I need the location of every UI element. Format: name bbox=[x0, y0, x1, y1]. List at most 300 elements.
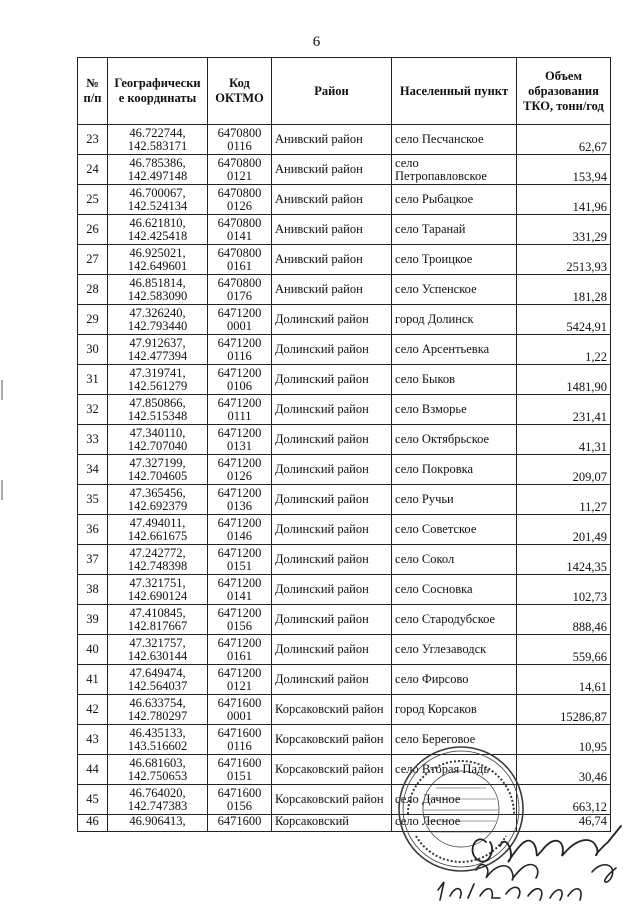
cell-settlement-text: село Лесное bbox=[395, 814, 461, 828]
cell-number-text: 39 bbox=[86, 612, 99, 626]
cell-number bbox=[78, 635, 108, 665]
cell-coordinates-text: 46.633754, bbox=[129, 695, 186, 710]
cell-district bbox=[272, 665, 392, 695]
cell-number bbox=[78, 575, 108, 605]
table-row bbox=[78, 395, 611, 425]
cell-coordinates-text: 46.435133, bbox=[129, 725, 186, 740]
cell-coordinates-text: 46.681603, bbox=[129, 755, 186, 770]
cell-oktmo bbox=[208, 125, 272, 155]
cell-number bbox=[78, 425, 108, 455]
cell-oktmo bbox=[208, 245, 272, 275]
cell-coordinates bbox=[108, 275, 208, 305]
cell-oktmo-text: 0121 bbox=[227, 168, 252, 183]
cell-coordinates-text: 46.851814, bbox=[129, 275, 186, 290]
cell-settlement-text: село Петропавловское bbox=[395, 155, 487, 183]
cell-oktmo bbox=[208, 185, 272, 215]
cell-coordinates-text: 47.327199, bbox=[129, 455, 186, 470]
cell-district-text: Корсаковский район bbox=[275, 792, 384, 806]
cell-number-text: 42 bbox=[86, 702, 99, 716]
cell-coordinates bbox=[108, 665, 208, 695]
cell-district bbox=[272, 455, 392, 485]
cell-coordinates bbox=[108, 515, 208, 545]
cell-district bbox=[272, 575, 392, 605]
table-row bbox=[78, 665, 611, 695]
cell-number-text: 23 bbox=[86, 132, 99, 146]
cell-oktmo-text: 6471200 bbox=[217, 455, 262, 470]
cell-oktmo-text: 0001 bbox=[227, 708, 252, 723]
cell-volume bbox=[517, 455, 611, 485]
cell-oktmo-text: 6471600 bbox=[217, 725, 262, 740]
cell-oktmo-text: 0151 bbox=[227, 768, 252, 783]
cell-district bbox=[272, 815, 392, 832]
cell-oktmo bbox=[208, 365, 272, 395]
cell-settlement-text: село Сосновка bbox=[395, 582, 473, 596]
cell-coordinates bbox=[108, 365, 208, 395]
cell-oktmo bbox=[208, 455, 272, 485]
cell-oktmo-text: 0176 bbox=[227, 288, 252, 303]
cell-number-text: 32 bbox=[86, 402, 99, 416]
cell-oktmo-text: 0106 bbox=[227, 378, 252, 393]
cell-settlement-text: село Сокол bbox=[395, 552, 455, 566]
table-row bbox=[78, 155, 611, 185]
cell-oktmo bbox=[208, 695, 272, 725]
cell-coordinates bbox=[108, 305, 208, 335]
cell-settlement-text: село Советское bbox=[395, 522, 477, 536]
cell-number bbox=[78, 125, 108, 155]
cell-number bbox=[78, 215, 108, 245]
table-row bbox=[78, 785, 611, 815]
table-row bbox=[78, 575, 611, 605]
cell-settlement-text: село Арсентьевка bbox=[395, 342, 490, 356]
cell-settlement bbox=[392, 605, 517, 635]
cell-district bbox=[272, 515, 392, 545]
cell-volume-text: 5424,91 bbox=[566, 320, 607, 334]
cell-number-text: 38 bbox=[86, 582, 99, 596]
cell-volume-text: 153,94 bbox=[572, 170, 607, 184]
cell-district bbox=[272, 605, 392, 635]
cell-volume-text: 14,61 bbox=[578, 680, 607, 694]
header-oktmo: Код ОКТМО bbox=[208, 58, 272, 125]
cell-coordinates bbox=[108, 755, 208, 785]
cell-district bbox=[272, 485, 392, 515]
cell-settlement-text: село Октябрьское bbox=[395, 432, 490, 446]
cell-coordinates-text: 46.764020, bbox=[129, 785, 186, 800]
cell-coordinates bbox=[108, 575, 208, 605]
cell-volume bbox=[517, 485, 611, 515]
cell-oktmo bbox=[208, 425, 272, 455]
cell-settlement-text: село Фирсово bbox=[395, 672, 469, 686]
cell-district bbox=[272, 245, 392, 275]
cell-settlement bbox=[392, 365, 517, 395]
cell-number-text: 26 bbox=[86, 222, 99, 236]
cell-volume bbox=[517, 215, 611, 245]
cell-settlement-text: село Углезаводск bbox=[395, 642, 487, 656]
cell-volume-text: 62,67 bbox=[578, 140, 607, 154]
cell-oktmo-text: 0161 bbox=[227, 648, 252, 663]
cell-district-text: Корсаковский район bbox=[275, 762, 384, 776]
cell-settlement bbox=[392, 215, 517, 245]
cell-volume bbox=[517, 395, 611, 425]
cell-number bbox=[78, 455, 108, 485]
cell-oktmo-text: 0141 bbox=[227, 588, 252, 603]
cell-coordinates bbox=[108, 395, 208, 425]
cell-coordinates bbox=[108, 785, 208, 815]
cell-volume-text: 30,46 bbox=[578, 770, 607, 784]
cell-coordinates-text: 142.564037 bbox=[127, 678, 188, 693]
cell-oktmo-text: 6471200 bbox=[217, 305, 262, 320]
cell-settlement-text: село Песчанское bbox=[395, 132, 484, 146]
cell-number-text: 36 bbox=[86, 522, 99, 536]
cell-coordinates bbox=[108, 185, 208, 215]
cell-number bbox=[78, 305, 108, 335]
cell-oktmo-text: 6471600 bbox=[217, 755, 262, 770]
cell-number-text: 37 bbox=[86, 552, 99, 566]
cell-coordinates bbox=[108, 635, 208, 665]
cell-coordinates-text: 47.365456, bbox=[129, 485, 186, 500]
cell-volume bbox=[517, 125, 611, 155]
cell-volume-text: 663,12 bbox=[572, 800, 607, 814]
cell-district-text: Долинский район bbox=[275, 402, 369, 416]
cell-district bbox=[272, 395, 392, 425]
cell-volume-text: 11,27 bbox=[579, 500, 607, 514]
cell-settlement bbox=[392, 665, 517, 695]
cell-volume-text: 331,29 bbox=[572, 230, 607, 244]
cell-oktmo-text: 6471200 bbox=[217, 485, 262, 500]
cell-number-text: 27 bbox=[86, 252, 99, 266]
cell-number-text: 28 bbox=[86, 282, 99, 296]
cell-coordinates-text: 142.630144 bbox=[127, 648, 188, 663]
table-row bbox=[78, 695, 611, 725]
cell-coordinates bbox=[108, 455, 208, 485]
cell-coordinates bbox=[108, 215, 208, 245]
cell-coordinates bbox=[108, 485, 208, 515]
header-coords: Географически е координаты bbox=[108, 58, 208, 125]
table-row bbox=[78, 185, 611, 215]
cell-settlement-text: село Вторая Падь bbox=[395, 762, 490, 776]
cell-coordinates bbox=[108, 155, 208, 185]
cell-number-text: 24 bbox=[86, 162, 99, 176]
cell-oktmo-text: 6471200 bbox=[217, 545, 262, 560]
table-row bbox=[78, 605, 611, 635]
cell-coordinates-text: 47.410845, bbox=[129, 605, 186, 620]
cell-district-text: Анивский район bbox=[275, 132, 363, 146]
cell-number-text: 29 bbox=[86, 312, 99, 326]
cell-district bbox=[272, 305, 392, 335]
table-row bbox=[78, 275, 611, 305]
cell-volume bbox=[517, 365, 611, 395]
cell-coordinates-text: 142.704605 bbox=[127, 468, 188, 483]
cell-settlement bbox=[392, 125, 517, 155]
cell-coordinates-text: 142.692379 bbox=[127, 498, 188, 513]
cell-settlement-text: город Корсаков bbox=[395, 702, 477, 716]
cell-settlement-text: село Быков bbox=[395, 372, 456, 386]
cell-number-text: 46 bbox=[86, 814, 99, 828]
cell-district-text: Долинский район bbox=[275, 432, 369, 446]
cell-oktmo-text: 0151 bbox=[227, 558, 252, 573]
cell-oktmo bbox=[208, 485, 272, 515]
cell-district-text: Долинский район bbox=[275, 612, 369, 626]
cell-oktmo-text: 6471200 bbox=[217, 635, 262, 650]
cell-volume-text: 10,95 bbox=[578, 740, 607, 754]
handwritten-signature bbox=[416, 812, 631, 904]
table-row bbox=[78, 305, 611, 335]
cell-volume bbox=[517, 665, 611, 695]
table-row bbox=[78, 425, 611, 455]
cell-volume bbox=[517, 275, 611, 305]
table-row bbox=[78, 515, 611, 545]
cell-settlement bbox=[392, 305, 517, 335]
cell-settlement-text: село Стародубское bbox=[395, 612, 496, 626]
cell-oktmo-text: 0111 bbox=[227, 408, 252, 423]
cell-oktmo-text: 6470800 bbox=[217, 155, 262, 170]
header-volume: Объем образования ТКО, тонн/год bbox=[517, 58, 611, 125]
cell-number bbox=[78, 665, 108, 695]
cell-settlement-text: село Дачное bbox=[395, 792, 461, 806]
cell-settlement-text: село Рыбацкое bbox=[395, 192, 474, 206]
cell-coordinates bbox=[108, 605, 208, 635]
cell-district-text: Долинский район bbox=[275, 462, 369, 476]
cell-oktmo-text: 6471600 bbox=[217, 814, 262, 828]
cell-number bbox=[78, 815, 108, 832]
cell-oktmo bbox=[208, 785, 272, 815]
cell-oktmo-text: 6471200 bbox=[217, 365, 262, 380]
cell-oktmo bbox=[208, 515, 272, 545]
cell-volume-text: 201,49 bbox=[572, 530, 607, 544]
cell-coordinates-text: 46.722744, bbox=[129, 125, 186, 140]
header-district: Район bbox=[272, 58, 392, 125]
cell-volume bbox=[517, 545, 611, 575]
cell-coordinates-text: 142.524134 bbox=[127, 198, 188, 213]
cell-number bbox=[78, 545, 108, 575]
cell-coordinates-text: 142.425418 bbox=[127, 228, 188, 243]
cell-volume-text: 181,28 bbox=[572, 290, 607, 304]
cell-coordinates-text: 142.661675 bbox=[127, 528, 188, 543]
cell-number-text: 35 bbox=[86, 492, 99, 506]
cell-district bbox=[272, 725, 392, 755]
cell-district bbox=[272, 695, 392, 725]
cell-coordinates-text: 142.497148 bbox=[127, 168, 188, 183]
cell-coordinates-text: 47.321757, bbox=[129, 635, 186, 650]
cell-volume bbox=[517, 605, 611, 635]
cell-coordinates-text: 142.561279 bbox=[127, 378, 188, 393]
page-number: 6 bbox=[312, 34, 321, 50]
cell-district-text: Корсаковский район bbox=[275, 702, 384, 716]
cell-settlement bbox=[392, 455, 517, 485]
cell-volume-text: 141,96 bbox=[572, 200, 607, 214]
cell-district-text: Долинский район bbox=[275, 372, 369, 386]
cell-district-text: Анивский район bbox=[275, 222, 363, 236]
cell-oktmo bbox=[208, 305, 272, 335]
cell-number bbox=[78, 365, 108, 395]
cell-oktmo bbox=[208, 215, 272, 245]
cell-oktmo bbox=[208, 635, 272, 665]
cell-coordinates-text: 142.747383 bbox=[127, 798, 188, 813]
cell-coordinates-text: 142.793440 bbox=[127, 318, 188, 333]
cell-number-text: 45 bbox=[86, 792, 99, 806]
cell-number-text: 40 bbox=[86, 642, 99, 656]
table-row bbox=[78, 365, 611, 395]
cell-oktmo bbox=[208, 275, 272, 305]
cell-number bbox=[78, 275, 108, 305]
cell-volume-text: 1424,35 bbox=[566, 560, 607, 574]
cell-volume-text: 46,74 bbox=[578, 814, 607, 828]
cell-volume-text: 559,66 bbox=[572, 650, 607, 664]
cell-district bbox=[272, 125, 392, 155]
cell-coordinates bbox=[108, 125, 208, 155]
cell-settlement bbox=[392, 485, 517, 515]
cell-district-text: Долинский район bbox=[275, 342, 369, 356]
cell-oktmo-text: 6471200 bbox=[217, 665, 262, 680]
cell-oktmo-text: 0141 bbox=[227, 228, 252, 243]
cell-oktmo-text: 6471600 bbox=[217, 785, 262, 800]
cell-oktmo-text: 0156 bbox=[227, 618, 252, 633]
cell-coordinates-text: 47.494011, bbox=[129, 515, 186, 530]
table-row bbox=[78, 335, 611, 365]
cell-oktmo-text: 6471200 bbox=[217, 395, 262, 410]
cell-oktmo-text: 6471600 bbox=[217, 695, 262, 710]
cell-coordinates-text: 46.906413, bbox=[129, 814, 186, 828]
cell-settlement bbox=[392, 395, 517, 425]
cell-volume-text: 102,73 bbox=[572, 590, 607, 604]
cell-oktmo-text: 6470800 bbox=[217, 215, 262, 230]
cell-district-text: Долинский район bbox=[275, 552, 369, 566]
cell-volume bbox=[517, 245, 611, 275]
cell-oktmo-text: 0131 bbox=[227, 438, 252, 453]
cell-coordinates-text: 47.850866, bbox=[129, 395, 186, 410]
cell-number bbox=[78, 335, 108, 365]
cell-oktmo-text: 6470800 bbox=[217, 275, 262, 290]
cell-number-text: 43 bbox=[86, 732, 99, 746]
cell-oktmo-text: 0136 bbox=[227, 498, 252, 513]
cell-settlement bbox=[392, 635, 517, 665]
cell-coordinates-text: 47.649474, bbox=[129, 665, 186, 680]
cell-coordinates-text: 47.242772, bbox=[129, 545, 186, 560]
cell-coordinates-text: 142.707040 bbox=[127, 438, 188, 453]
cell-volume bbox=[517, 185, 611, 215]
cell-oktmo bbox=[208, 815, 272, 832]
cell-settlement-text: село Таранай bbox=[395, 222, 466, 236]
cell-settlement-text: село Успенское bbox=[395, 282, 477, 296]
cell-oktmo-text: 0001 bbox=[227, 318, 252, 333]
cell-oktmo-text: 0116 bbox=[227, 738, 252, 753]
scan-edge-mark bbox=[0, 380, 4, 500]
cell-number bbox=[78, 155, 108, 185]
cell-number-text: 31 bbox=[86, 372, 99, 386]
cell-district bbox=[272, 785, 392, 815]
cell-number-text: 41 bbox=[86, 672, 99, 686]
cell-volume-text: 888,46 bbox=[572, 620, 607, 634]
cell-oktmo bbox=[208, 605, 272, 635]
header-num: № п/п bbox=[78, 58, 108, 125]
cell-oktmo-text: 6470800 bbox=[217, 185, 262, 200]
cell-volume-text: 231,41 bbox=[572, 410, 607, 424]
cell-coordinates-text: 142.649601 bbox=[127, 258, 188, 273]
cell-coordinates-text: 142.748398 bbox=[127, 558, 188, 573]
cell-district bbox=[272, 215, 392, 245]
cell-settlement-text: село Взморье bbox=[395, 402, 467, 416]
cell-settlement-text: город Долинск bbox=[395, 312, 474, 326]
cell-oktmo-text: 0126 bbox=[227, 198, 252, 213]
cell-settlement bbox=[392, 335, 517, 365]
cell-coordinates-text: 46.700067, bbox=[129, 185, 186, 200]
cell-coordinates-text: 142.515348 bbox=[127, 408, 188, 423]
table-row bbox=[78, 485, 611, 515]
cell-district bbox=[272, 365, 392, 395]
cell-oktmo bbox=[208, 395, 272, 425]
cell-district-text: Долинский район bbox=[275, 672, 369, 686]
cell-district bbox=[272, 275, 392, 305]
header-settlement: Населенный пункт bbox=[392, 58, 517, 125]
cell-district-text: Долинский район bbox=[275, 522, 369, 536]
cell-number bbox=[78, 395, 108, 425]
cell-number-text: 33 bbox=[86, 432, 99, 446]
cell-district bbox=[272, 425, 392, 455]
cell-settlement bbox=[392, 185, 517, 215]
cell-coordinates bbox=[108, 245, 208, 275]
cell-coordinates-text: 142.583171 bbox=[127, 138, 188, 153]
cell-coordinates bbox=[108, 815, 208, 832]
cell-volume-text: 1,22 bbox=[585, 350, 607, 364]
cell-coordinates bbox=[108, 425, 208, 455]
tko-register-table bbox=[77, 57, 611, 832]
cell-settlement-text: село Ручьи bbox=[395, 492, 454, 506]
cell-coordinates bbox=[108, 545, 208, 575]
cell-coordinates-text: 142.817667 bbox=[127, 618, 188, 633]
cell-settlement bbox=[392, 545, 517, 575]
cell-volume bbox=[517, 515, 611, 545]
cell-volume bbox=[517, 695, 611, 725]
cell-coordinates-text: 143.516602 bbox=[127, 738, 188, 753]
table-row bbox=[78, 635, 611, 665]
cell-coordinates-text: 46.785386, bbox=[129, 155, 186, 170]
table-row bbox=[78, 755, 611, 785]
cell-district-text: Анивский район bbox=[275, 282, 363, 296]
cell-coordinates-text: 47.319741, bbox=[129, 365, 186, 380]
cell-settlement bbox=[392, 245, 517, 275]
cell-volume bbox=[517, 725, 611, 755]
cell-district bbox=[272, 635, 392, 665]
table-row bbox=[78, 725, 611, 755]
cell-oktmo-text: 0156 bbox=[227, 798, 252, 813]
table-row bbox=[78, 245, 611, 275]
cell-oktmo bbox=[208, 545, 272, 575]
cell-number bbox=[78, 485, 108, 515]
cell-coordinates-text: 47.340110, bbox=[129, 425, 186, 440]
cell-district-text: Долинский район bbox=[275, 312, 369, 326]
cell-volume bbox=[517, 155, 611, 185]
cell-district bbox=[272, 545, 392, 575]
cell-oktmo-text: 6470800 bbox=[217, 245, 262, 260]
cell-oktmo-text: 0126 bbox=[227, 468, 252, 483]
cell-settlement-text: село Троицкое bbox=[395, 252, 473, 266]
table-body bbox=[78, 125, 611, 832]
cell-oktmo bbox=[208, 155, 272, 185]
cell-volume-text: 209,07 bbox=[572, 470, 607, 484]
cell-coordinates-text: 142.690124 bbox=[127, 588, 188, 603]
cell-coordinates-text: 142.583090 bbox=[127, 288, 188, 303]
cell-number-text: 44 bbox=[86, 762, 99, 776]
cell-oktmo-text: 0146 bbox=[227, 528, 252, 543]
cell-volume bbox=[517, 635, 611, 665]
cell-number bbox=[78, 725, 108, 755]
cell-coordinates-text: 46.925021, bbox=[129, 245, 186, 260]
cell-oktmo bbox=[208, 575, 272, 605]
cell-district-text: Анивский район bbox=[275, 192, 363, 206]
cell-volume-text: 2513,93 bbox=[566, 260, 607, 274]
cell-number bbox=[78, 245, 108, 275]
cell-district-text: Долинский район bbox=[275, 642, 369, 656]
cell-oktmo-text: 6471200 bbox=[217, 335, 262, 350]
